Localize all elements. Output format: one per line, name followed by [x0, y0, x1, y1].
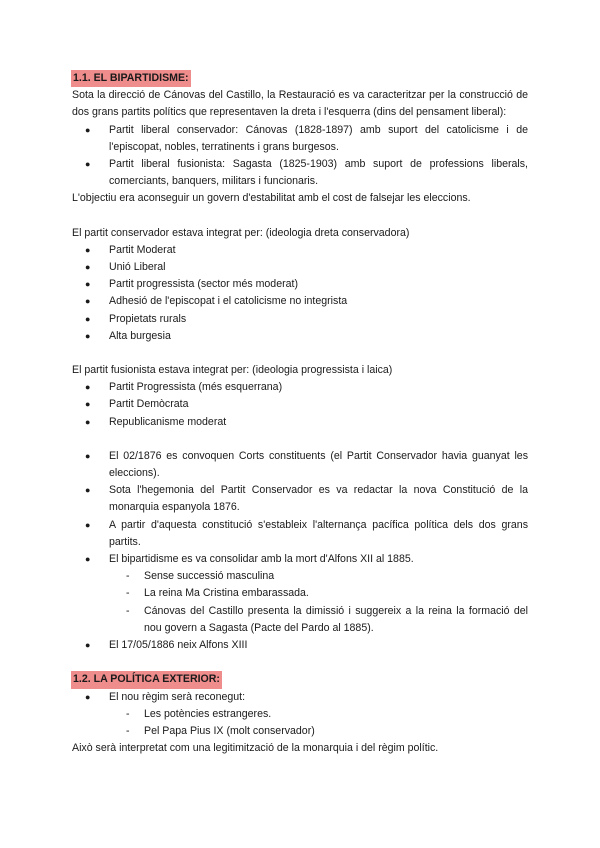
exterior-subitems — [109, 706, 528, 740]
events-list — [72, 448, 528, 654]
list-item — [72, 689, 528, 741]
list-item: ● A partir d'aquesta constitució s'estableix l'alternança pacífica política dels dos grans partits. — [72, 517, 528, 551]
list-item: ● El 02/1876 es convoquen Corts constituents (el Partit Conservador havia guanyat les eleccions). — [72, 448, 528, 482]
list-item: ● Partit Progressista (més esquerrana) — [72, 379, 528, 396]
list-item: ● Alta burgesia — [72, 328, 528, 345]
event-subitems — [109, 568, 528, 637]
list-item: ● Partit progressista (sector més moderat) — [72, 276, 528, 293]
list-item: ● Adhesió de l'episcopat i el catolicisme no integrista — [72, 293, 528, 310]
conservador-list — [72, 242, 528, 345]
list-item: ● El 17/05/1886 neix Alfons XIII — [72, 637, 528, 654]
list-item: ● Republicanisme moderat — [72, 414, 528, 431]
sub-list-item: - La reina Ma Cristina embarassada. — [109, 585, 528, 602]
intro-paragraph: Sota la direcció de Cánovas del Castillo, la Restauració es va caracteritzar per la construcció de dos grans partits polítics que representaven la dreta i l'esquerra (dins del pensament liberal): — [72, 89, 528, 119]
conservador-intro: El partit conservador estava integrat per: (ideologia dreta conservadora) — [72, 226, 410, 239]
list-item-text: El nou règim serà reconegut: — [109, 690, 246, 703]
list-item: ● Partit liberal fusionista: Sagasta (1825-1903) amb suport de professions liberals, comerciants, banquers, militars i funcionaris. — [72, 156, 528, 190]
sub-list-item: - Sense successió masculina — [109, 568, 528, 585]
list-item: ● Partit Moderat — [72, 242, 528, 259]
objective-paragraph: L'objectiu era aconseguir un govern d'estabilitat amb el cost de falsejar les eleccions. — [72, 192, 471, 205]
conclusion-paragraph: Això serà interpretat com una legitimització de la monarquia i del règim polític. — [72, 742, 439, 755]
list-item: ● Partit liberal conservador: Cánovas (1828-1897) amb suport del catolicisme i de l'episcopat, nobles, terratinents i grans burgesos. — [72, 122, 528, 156]
list-item — [72, 551, 528, 637]
list-item: ● Sota l'hegemonia del Partit Conservador es va redactar la nova Constitució de la monarquia espanyola 1876. — [72, 482, 528, 516]
sub-list-item: - Les potències estrangeres. — [109, 706, 528, 723]
section-heading-bipartidisme: 1.1. EL BIPARTIDISME: — [71, 70, 191, 87]
exterior-list — [72, 689, 528, 741]
fusionista-list — [72, 379, 528, 431]
list-item: ● Propietats rurals — [72, 311, 528, 328]
list-item-text: El bipartidisme es va consolidar amb la mort d'Alfons XII al 1885. — [109, 553, 414, 566]
list-item: ● Partit Demòcrata — [72, 396, 528, 413]
section-heading-politica-exterior: 1.2. LA POLÍTICA EXTERIOR: — [71, 671, 222, 688]
sub-list-item: - Pel Papa Pius IX (molt conservador) — [109, 723, 528, 740]
fusionista-intro: El partit fusionista estava integrat per: (ideologia progressista i laica) — [72, 364, 393, 377]
list-item: ● Unió Liberal — [72, 259, 528, 276]
sub-list-item: - Cánovas del Castillo presenta la dimissió i suggereix a la reina la formació del nou govern a Sagasta (Pacte del Pardo al 1885). — [109, 603, 528, 637]
parties-list — [72, 122, 528, 191]
